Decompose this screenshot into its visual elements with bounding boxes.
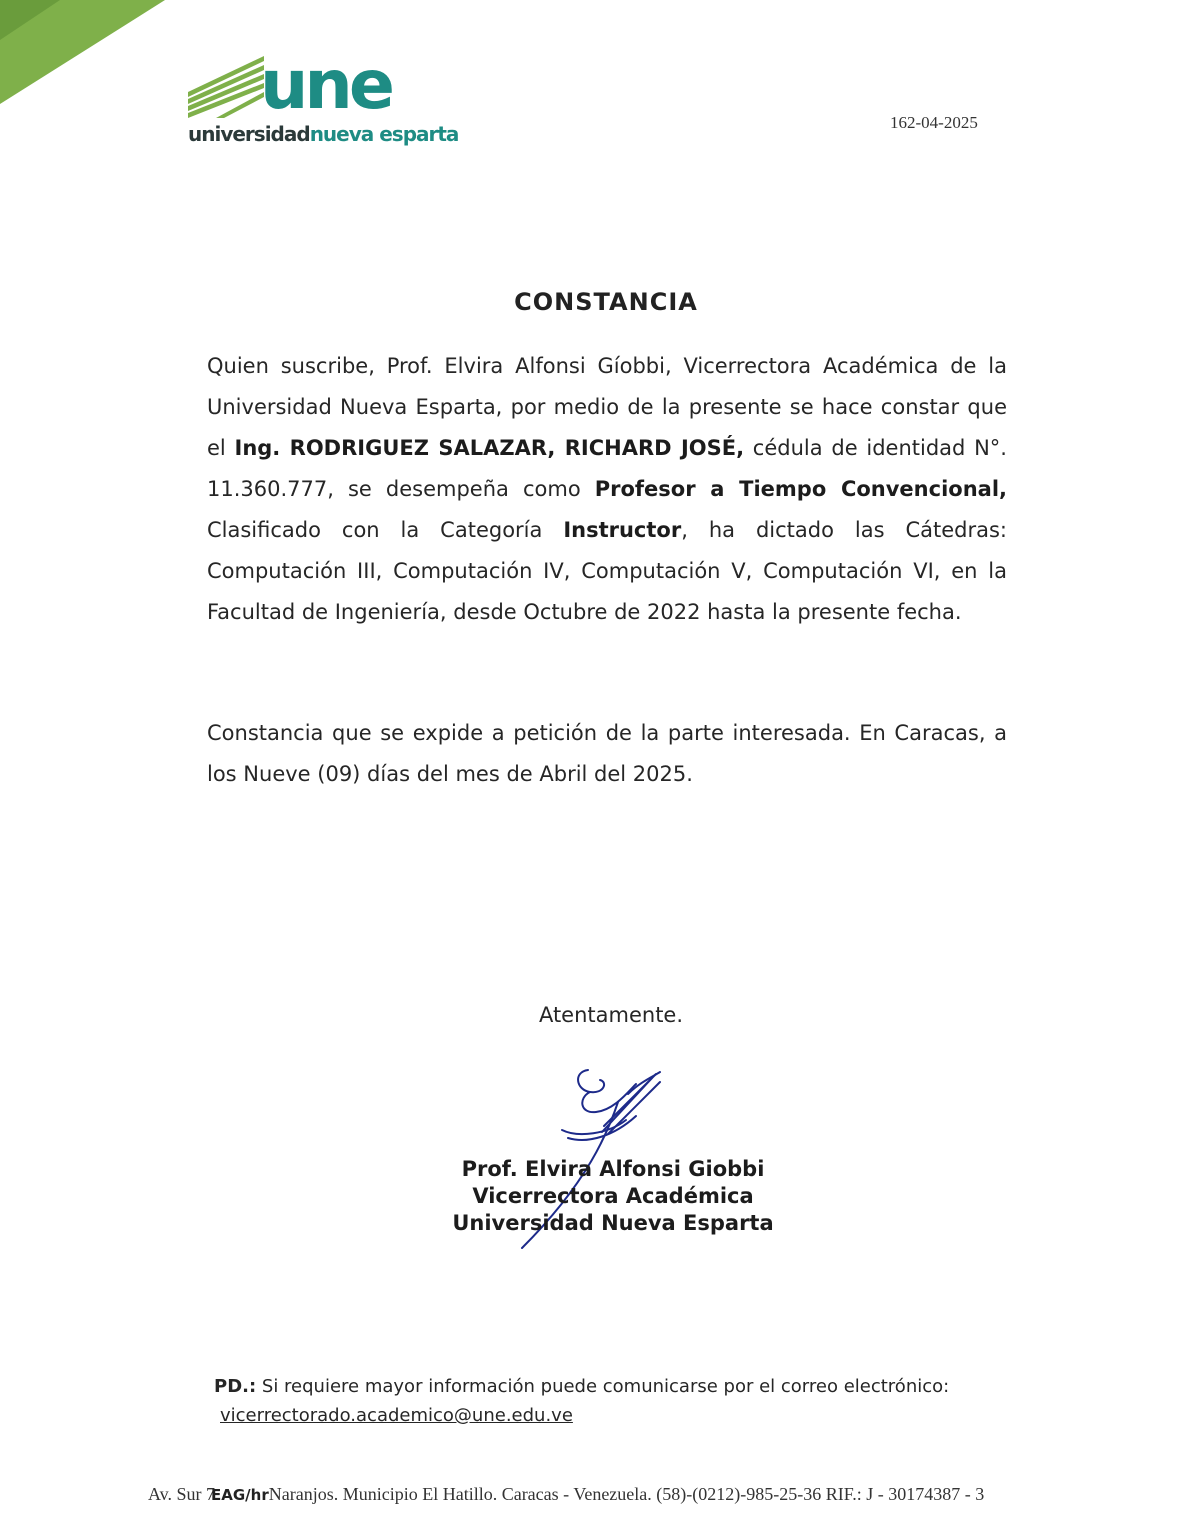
issuance-paragraph: Constancia que se expide a petición de la parte interesada. En Caracas, a los Nueve (09) días del mes de Abril del 2025. <box>207 721 1007 786</box>
signer-role: Vicerrectora Académica <box>472 1184 754 1208</box>
footer-address-rest: Naranjos. Municipio El Hatillo. Caracas - Venezuela. (58)-(0212)-985-25-36 RIF.: J - 30174387 - 3 <box>268 1484 985 1504</box>
logo-stripes-icon <box>186 52 266 118</box>
reference-number: 162-04-2025 <box>890 113 978 132</box>
paragraph-text-4: , ha dictado las Cátedras: Computación III, Computación IV, Computación V, Computación VI, en la Facultad de Ingeniería, desde Octubre de 2022 hasta la presente fecha. <box>207 518 1007 624</box>
paragraph-text-1: Quien suscribe, Prof. Elvira Alfonsi Gíobbi, Vicerrectora Académica de la Universidad Nueva Esparta, por medio de la presente se hace constar que el <box>207 354 1007 460</box>
employee-position: Profesor a Tiempo Convencional, <box>594 477 1007 501</box>
employee-name: Ing. RODRIGUEZ SALAZAR, RICHARD JOSÉ, <box>234 436 745 460</box>
paragraph-text-3: Clasificado con la Categoría <box>207 518 564 542</box>
logo-tagline-part1: universidad <box>188 122 310 146</box>
signer-name: Prof. Elvira Alfonsi Giobbi <box>461 1157 765 1181</box>
signer-block <box>0 1156 1200 1237</box>
corner-stripe-decoration <box>0 0 170 110</box>
typist-initials: EAG/hr <box>211 1486 269 1504</box>
employee-category: Instructor <box>563 518 682 542</box>
logo-tagline-part2: nueva esparta <box>309 122 459 146</box>
footer-address <box>148 1484 1088 1505</box>
postscript-label: PD.: <box>214 1376 257 1397</box>
logo-tagline <box>188 122 458 146</box>
contact-email-link[interactable]: vicerrectorado.academico@une.edu.ve <box>220 1405 573 1426</box>
logo-wordmark: une <box>260 46 391 125</box>
signer-institution: Universidad Nueva Esparta <box>452 1211 774 1235</box>
certificate-paragraph <box>207 346 1007 633</box>
paragraph-text-2: cédula de identidad N°. 11.360.777, se desempeña como <box>207 436 1007 501</box>
document-title: CONSTANCIA <box>514 288 698 316</box>
closing-salutation: Atentamente. <box>538 1003 684 1027</box>
postscript <box>214 1372 1014 1430</box>
university-logo <box>186 46 459 152</box>
footer-address-start: Av. Sur 7 <box>148 1484 215 1504</box>
postscript-text: Si requiere mayor información puede comunicarse por el correo electrónico: <box>261 1376 950 1397</box>
